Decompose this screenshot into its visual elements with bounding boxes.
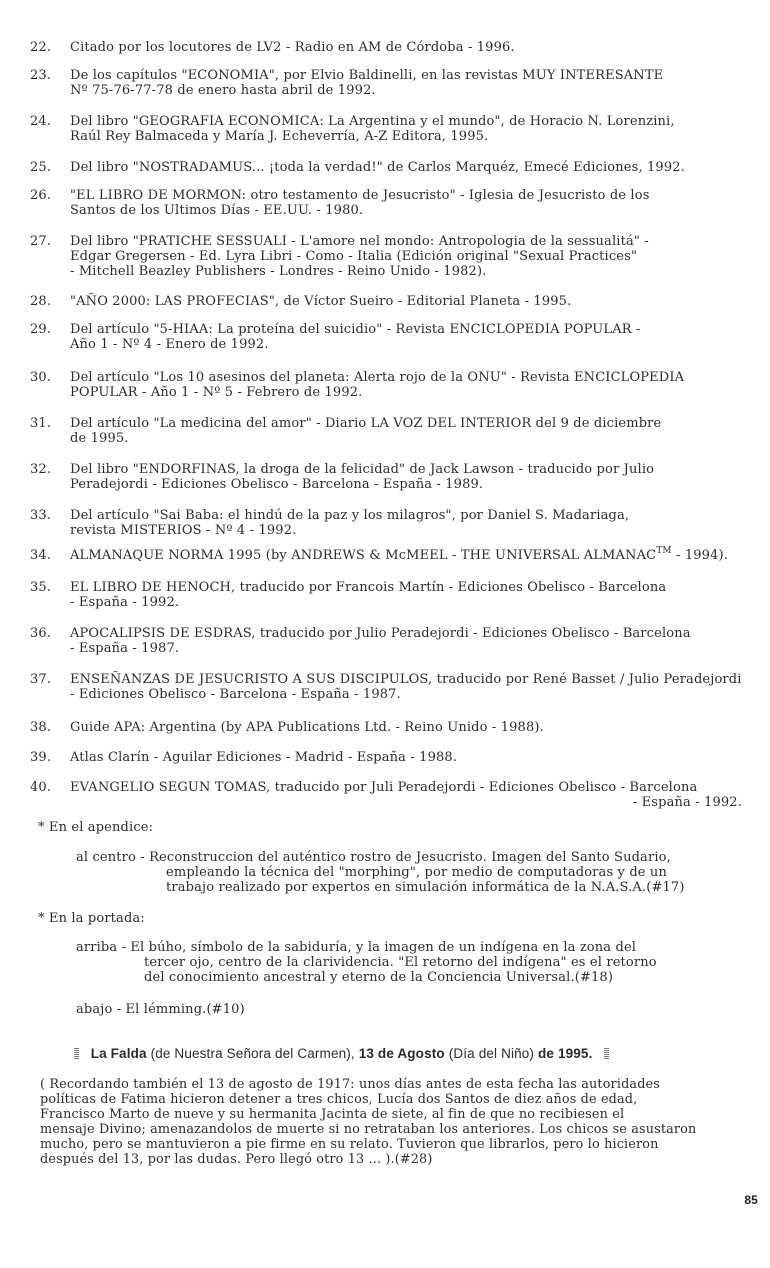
cover-heading: * En la portada: <box>38 911 145 926</box>
reference-line: "AÑO 2000: LAS PROFECIAS", de Víctor Sueiro - Editorial Planeta - 1995. <box>70 294 572 309</box>
reference-line: Peradejordi - Ediciones Obelisco - Barcelona - España - 1989. <box>70 477 484 492</box>
reference-number: 32. <box>30 462 52 477</box>
reference-text <box>70 40 742 55</box>
reference-number: 27. <box>30 234 52 249</box>
falda-subtitle: (de Nuestra Señora del Carmen), <box>146 1046 359 1061</box>
reference-number: 34. <box>30 548 52 563</box>
reference-line: EVANGELIO SEGUN TOMAS, traducido por Juli Peradejordi - Ediciones Obelisco - Barcelona <box>70 780 698 795</box>
falda-day: (Día del Niño) <box>444 1046 538 1061</box>
falda-place: La Falda <box>90 1046 147 1061</box>
reference-line: Del artículo "Sai Baba: el hindú de la paz y los milagros", por Daniel S. Madariaga, <box>70 508 630 523</box>
reference-line: Santos de los Ultimos Días - EE.UU. - 1980. <box>70 203 364 218</box>
reference-text <box>70 580 742 610</box>
reference-line: Raúl Rey Balmaceda y María J. Echeverría, A-Z Editora, 1995. <box>70 129 489 144</box>
reference-text <box>70 720 742 735</box>
falda-year: de 1995. <box>537 1046 593 1061</box>
reference-number: 26. <box>30 188 52 203</box>
reference-line <box>70 548 742 565</box>
paragraph-line: después del 13, por las dudas. Pero llegó otro 13 ... ).(#28) <box>40 1152 433 1167</box>
reference-number: 40. <box>30 780 52 795</box>
reference-text <box>70 548 742 565</box>
reference-line-text: ALMANAQUE NORMA 1995 (by ANDREWS & McMEEL - THE UNIVERSAL ALMANAC <box>70 548 657 563</box>
reference-number: 29. <box>30 322 52 337</box>
reference-line: - Mitchell Beazley Publishers - Londres - Reino Unido - 1982). <box>70 264 487 279</box>
reference-number: 22. <box>30 40 52 55</box>
reference-line: Del libro "PRATICHE SESSUALI - L'amore nel mondo: Antropologia de la sessualitá" - <box>70 234 649 249</box>
reference-text <box>70 750 742 765</box>
reference-line-tail: - 1994). <box>671 548 729 563</box>
reference-line: Del libro "NOSTRADAMUS... ¡toda la verdad!" de Carlos Marquéz, Emecé Ediciones, 1992. <box>70 160 685 175</box>
reference-line: - España - 1992. <box>70 595 180 610</box>
reference-number: 25. <box>30 160 52 175</box>
paragraph-line: políticas de Fatima hicieron detener a tres chicos, Lucía dos Santos de diez años de edad, <box>40 1092 638 1107</box>
reference-line: Citado por los locutores de LV2 - Radio en AM de Córdoba - 1996. <box>70 40 515 55</box>
reference-line: Del artículo "La medicina del amor" - Diario LA VOZ DEL INTERIOR del 9 de diciembre <box>70 416 662 431</box>
reference-number: 31. <box>30 416 52 431</box>
reference-number: 39. <box>30 750 52 765</box>
falda-date: 13 de Agosto <box>358 1046 445 1061</box>
falda-heading <box>74 1046 609 1061</box>
paragraph-line: mucho, pero se mantuvieron a pie firme en su relato. Tuvieron que librarlos, pero lo hicieron <box>40 1137 659 1152</box>
cover-line: tercer ojo, centro de la clarividencia. "El retorno del indígena" es el retorno <box>144 955 657 970</box>
cover-line: del conocimiento ancestral y eterno de la Conciencia Universal.(#18) <box>144 970 614 985</box>
reference-text <box>70 508 742 538</box>
reference-line: Del artículo "5-HIAA: La proteína del suicidio" - Revista ENCICLOPEDIA POPULAR - <box>70 322 641 337</box>
reference-line: Nº 75-76-77-78 de enero hasta abril de 1992. <box>70 83 376 98</box>
reference-number: 30. <box>30 370 52 385</box>
reference-line: De los capítulos "ECONOMIA", por Elvio Baldinelli, en las revistas MUY INTERESANTE <box>70 68 664 83</box>
cover-bottom-entry: abajo - El lémming.(#10) <box>76 1002 245 1017</box>
reference-number: 38. <box>30 720 52 735</box>
reference-number: 33. <box>30 508 52 523</box>
reference-number: 35. <box>30 580 52 595</box>
reference-text <box>70 188 742 218</box>
reference-line: - Ediciones Obelisco - Barcelona - España - 1987. <box>70 687 401 702</box>
ornament-mark-icon <box>604 1048 609 1059</box>
reference-line: "EL LIBRO DE MORMON: otro testamento de Jesucristo" - Iglesia de Jesucristo de los <box>70 188 650 203</box>
appendix-heading: * En el apendice: <box>38 820 154 835</box>
page-number: 85 <box>744 1193 758 1207</box>
appendix-line: al centro - Reconstruccion del auténtico rostro de Jesucristo. Imagen del Santo Sudario, <box>76 850 671 865</box>
reference-text <box>70 672 742 702</box>
reference-text <box>70 462 742 492</box>
trademark-mark: TM <box>656 546 672 556</box>
reference-text <box>70 370 742 400</box>
reference-text <box>70 234 742 279</box>
cover-line: arriba - El búho, símbolo de la sabiduría, y la imagen de un indígena en la zona del <box>76 940 637 955</box>
reference-line: - España - 1987. <box>70 641 180 656</box>
reference-text <box>70 416 742 446</box>
ornament-mark-icon <box>74 1048 79 1059</box>
reference-line: Guide APA: Argentina (by APA Publications Ltd. - Reino Unido - 1988). <box>70 720 544 735</box>
reference-text <box>70 294 742 309</box>
reference-number: 23. <box>30 68 52 83</box>
reference-line: de 1995. <box>70 431 129 446</box>
reference-line: Del libro "GEOGRAFIA ECONOMICA: La Argentina y el mundo", de Horacio N. Lorenzini, <box>70 114 675 129</box>
reference-line: APOCALIPSIS DE ESDRAS, traducido por Julio Peradejordi - Ediciones Obelisco - Barcelona <box>70 626 691 641</box>
paragraph-line: Francisco Marto de nueve y su hermanita Jacinta de siete, al fin de que no recibiesen el <box>40 1107 625 1122</box>
reference-line: Edgar Gregersen - Ed. Lyra Libri - Como - Italia (Edición original "Sexual Practices" <box>70 249 638 264</box>
cover-top-entry <box>76 940 746 985</box>
fatima-paragraph <box>40 1077 765 1167</box>
paragraph-line: mensaje Divino; amenazandolos de muerte si no retrataban los anteriores. Los chicos se asustaron <box>40 1122 697 1137</box>
reference-line: EL LIBRO DE HENOCH, traducido por Francois Martín - Ediciones Obelisco - Barcelona <box>70 580 667 595</box>
paragraph-line: ( Recordando también el 13 de agosto de 1917: unos días antes de esta fecha las autoridades <box>40 1077 660 1092</box>
reference-text <box>70 780 742 810</box>
reference-line: revista MISTERIOS - Nº 4 - 1992. <box>70 523 297 538</box>
reference-line: ENSEÑANZAS DE JESUCRISTO A SUS DISCIPULOS, traducido por René Basset / Julio Peradejordi <box>70 672 742 687</box>
appendix-line: empleando la técnica del "morphing", por medio de computadoras y de un <box>166 865 667 880</box>
reference-line: - España - 1992. <box>632 795 742 810</box>
reference-number: 36. <box>30 626 52 641</box>
reference-text <box>70 160 742 175</box>
reference-line: Del libro "ENDORFINAS, la droga de la felicidad" de Jack Lawson - traducido por Julio <box>70 462 655 477</box>
reference-text <box>70 322 742 352</box>
appendix-entry <box>76 850 746 895</box>
appendix-line: trabajo realizado por expertos en simulación informática de la N.A.S.A.(#17) <box>166 880 685 895</box>
reference-text <box>70 68 742 98</box>
reference-text <box>70 114 742 144</box>
reference-line: Atlas Clarín - Aguilar Ediciones - Madrid - España - 1988. <box>70 750 458 765</box>
reference-text <box>70 626 742 656</box>
reference-number: 28. <box>30 294 52 309</box>
reference-line: POPULAR - Año 1 - Nº 5 - Febrero de 1992. <box>70 385 363 400</box>
reference-number: 24. <box>30 114 52 129</box>
reference-line: Año 1 - Nº 4 - Enero de 1992. <box>70 337 269 352</box>
reference-line: Del artículo "Los 10 asesinos del planeta: Alerta rojo de la ONU" - Revista ENCICLOPEDIA <box>70 370 685 385</box>
reference-number: 37. <box>30 672 52 687</box>
